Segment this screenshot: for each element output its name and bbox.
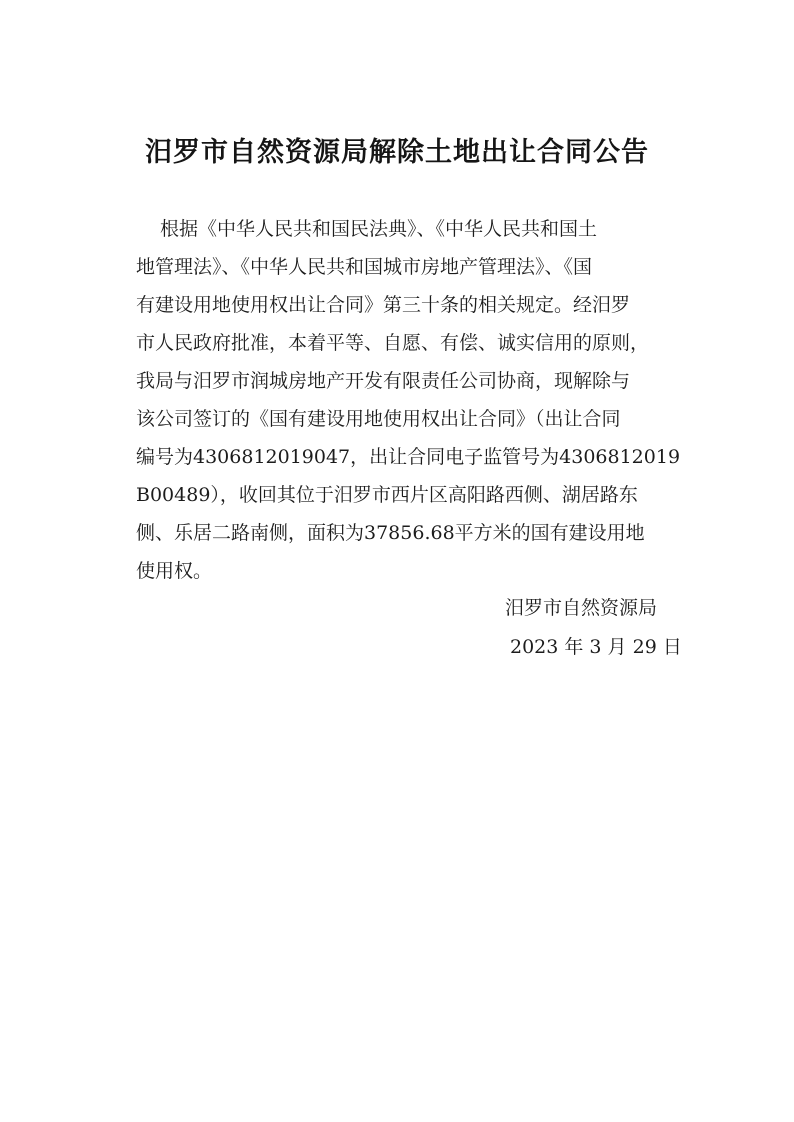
body-line-2: 地管理法》、《中华人民共和国城市房地产管理法》、《国 [136, 256, 593, 278]
body-line-9: 侧、乐居二路南侧，面积为37856.68平方米的国有建设用地 [136, 522, 645, 544]
body-line-8: B00489），收回其位于汨罗市西片区高阳路西侧、湖居路东 [136, 484, 638, 506]
body-line-6: 该公司签订的《国有建设用地使用权出让合同》（出让合同 [136, 408, 621, 430]
body-line-3: 有建设用地使用权出让合同》第三十条的相关规定。经汨罗 [136, 294, 631, 316]
body-line-4: 市人民政府批准，本着平等、自愿、有偿、诚实信用的原则， [136, 332, 650, 354]
issue-date: 2023 年 3 月 29 日 [510, 636, 682, 658]
body-line-1: 根据《中华人民共和国民法典》、《中华人民共和国土 [160, 218, 598, 240]
issuer-signature: 汨罗市自然资源局 [505, 597, 658, 619]
body-line-10: 使用权。 [136, 560, 213, 582]
document-title: 汨罗市自然资源局解除土地出让合同公告 [145, 137, 649, 168]
body-line-5: 我局与汨罗市润城房地产开发有限责任公司协商，现解除与 [136, 370, 631, 392]
body-line-7: 编号为4306812019047，出让合同电子监管号为4306812019 [136, 446, 681, 468]
